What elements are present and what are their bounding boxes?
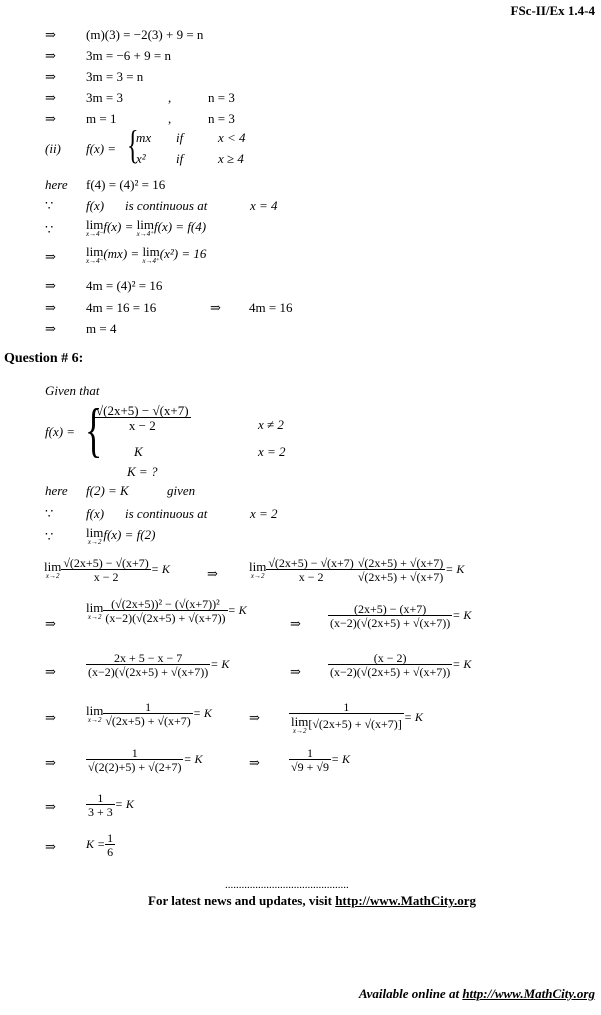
q6-cond1: x ≠ 2 xyxy=(258,417,284,432)
row-4-right: 1 lim x→2 [√(2x+5) + √(x+7)] = K xyxy=(291,700,423,735)
arrow: ⇒ xyxy=(249,755,260,770)
lim-f2-line: lim x→2 f(x) = f(2) xyxy=(86,525,156,546)
part-ii-label: (ii) xyxy=(45,141,61,156)
because-symbol: ∵ xyxy=(45,198,54,213)
cont-text: is continuous at xyxy=(125,506,208,521)
k-question: K = ? xyxy=(127,464,158,479)
line-4c: n = 3 xyxy=(208,90,235,105)
line-4m16c: 4m = 16 xyxy=(249,300,293,315)
arrow: ⇒ xyxy=(45,664,56,679)
lim-line-1: lim x→4⁻ f(x) = lim x→4⁺ f(x) = f(4) xyxy=(86,217,207,238)
arrow: ⇒ xyxy=(45,321,56,336)
cont-f: f(x) xyxy=(86,506,105,521)
given-word: given xyxy=(167,483,196,498)
lim-row-1: lim x→2 $\frac{√(2x+5) - √(x+7)}{x - 2}$ = K xyxy=(44,556,170,584)
lim-row-2: lim x→2 $\frac{\text{(√(2x+5))² − (√(x+7))²}}{(x-2)(√(2x+5) + √(x+7))}$ = K xyxy=(86,597,247,625)
arrow: ⇒ xyxy=(290,616,301,631)
q6-fx: f(x) = xyxy=(45,424,76,439)
news-line: For latest news and updates, visit http://www.MathCity.org xyxy=(148,893,477,908)
given-label: Given that xyxy=(45,383,100,398)
arrow: ⇒ xyxy=(290,664,301,679)
q6-case2-K: K xyxy=(134,444,143,459)
line-5b: , xyxy=(168,111,172,126)
line-m4: m = 4 xyxy=(86,321,117,336)
dotted-separator: ............................................. xyxy=(225,879,349,891)
fx-label: f(x) = xyxy=(86,141,117,156)
line-3: 3m = 3 = n xyxy=(86,69,144,84)
arrow: ⇒ xyxy=(45,69,56,84)
f4-line: f(4) = (4)² = 16 xyxy=(86,177,166,192)
lim-row-1-conj: lim x→2 $\frac{√(2x+5) - √(x+7)}{x - 2}$ $\frac{√(2x+5) + √(x+7)}{√(2x+5) + √(x+7)}$ = K xyxy=(249,556,465,584)
here-label: here xyxy=(45,177,68,192)
line-1: (m)(3) = −2(3) + 9 = n xyxy=(86,27,204,42)
arrow: ⇒ xyxy=(45,710,56,725)
question-title: Question # 6: xyxy=(4,351,84,366)
f2-line: f(2) = K xyxy=(86,483,129,498)
header-ref: FSc-II/Ex 1.4-4 xyxy=(510,3,595,18)
row-5-left: $\frac{1}{√(2(2)+5) + √(2+7)}$ = K xyxy=(88,746,203,774)
because-symbol: ∵ xyxy=(45,529,54,544)
case2-if: if xyxy=(176,151,184,166)
arrow: ⇒ xyxy=(45,27,56,42)
line-4m: 4m = (4)² = 16 xyxy=(86,278,163,293)
row-4-left: lim x→2 $\frac{1}{√(2x+5) + √(x+7)}$ = K xyxy=(86,700,212,728)
line-2: 3m = −6 + 9 = n xyxy=(86,48,171,63)
arrow: ⇒ xyxy=(45,839,56,854)
mathcity-link[interactable]: http://www.MathCity.org xyxy=(335,893,477,908)
cont-at: x = 2 xyxy=(250,506,278,521)
cont-f: f(x) xyxy=(86,198,105,213)
case1-if: if xyxy=(176,130,184,145)
arrow: ⇒ xyxy=(207,566,218,581)
arrow: ⇒ xyxy=(45,249,56,264)
line-5c: n = 3 xyxy=(208,111,235,126)
arrow: ⇒ xyxy=(45,111,56,126)
lim-line-2: lim x→4⁻ (mx) = lim x→4⁺ (x²) = 16 xyxy=(86,244,207,265)
cont-text: is continuous at xyxy=(125,198,208,213)
line-4a: 3m = 3 xyxy=(86,90,123,105)
arrow: ⇒ xyxy=(45,616,56,631)
row-5-right: $\frac{1}{√9 + √9}$ = K xyxy=(291,746,351,774)
brace-left: { xyxy=(85,397,103,463)
available-line: Available online at http://www.MathCity.org xyxy=(358,986,595,1001)
cont-at: x = 4 xyxy=(250,198,278,213)
because-symbol: ∵ xyxy=(45,222,54,237)
because-symbol: ∵ xyxy=(45,506,54,521)
arrow: ⇒ xyxy=(45,799,56,814)
arrow: ⇒ xyxy=(45,90,56,105)
row-6: $\frac{1}{3 + 3}$ = K xyxy=(88,791,134,819)
q6-case1-fraction: $\frac{√(2x+5) - √(x+7)}{x - 2}$ xyxy=(96,403,189,433)
mathcity-link-footer[interactable]: http://www.MathCity.org xyxy=(462,986,595,1001)
row-3-right: $\frac{(x - 2)}{(x-2)(√(2x+5) + √(x+7))}$ = K xyxy=(330,651,472,679)
arrow: ⇒ xyxy=(45,300,56,315)
line-4m16b: ⇒ xyxy=(210,300,221,315)
arrow: ⇒ xyxy=(249,710,260,725)
case1-expr: mx xyxy=(136,130,152,145)
line-4m16a: 4m = 16 = 16 xyxy=(86,300,157,315)
arrow: ⇒ xyxy=(45,755,56,770)
here-label: here xyxy=(45,483,68,498)
case2-cond: x ≥ 4 xyxy=(218,151,244,166)
line-5a: m = 1 xyxy=(86,111,117,126)
case1-cond: x < 4 xyxy=(218,130,246,145)
final-answer: K = $\frac{1}{6}$ xyxy=(86,831,114,859)
brace-left: { xyxy=(127,122,139,167)
row-3-left: $\frac{2x + 5 - x - 7}{(x-2)(√(2x+5) + √(x+7))}$ = K xyxy=(88,651,230,679)
row-2-right: $\frac{(2x+5) - (x+7)}{(x-2)(√(2x+5) + √(x+7))}$ = K xyxy=(330,602,472,630)
line-4b: , xyxy=(168,90,172,105)
q6-cond2: x = 2 xyxy=(258,444,286,459)
arrow: ⇒ xyxy=(45,48,56,63)
arrow: ⇒ xyxy=(45,278,56,293)
case2-expr: x² xyxy=(136,151,146,166)
